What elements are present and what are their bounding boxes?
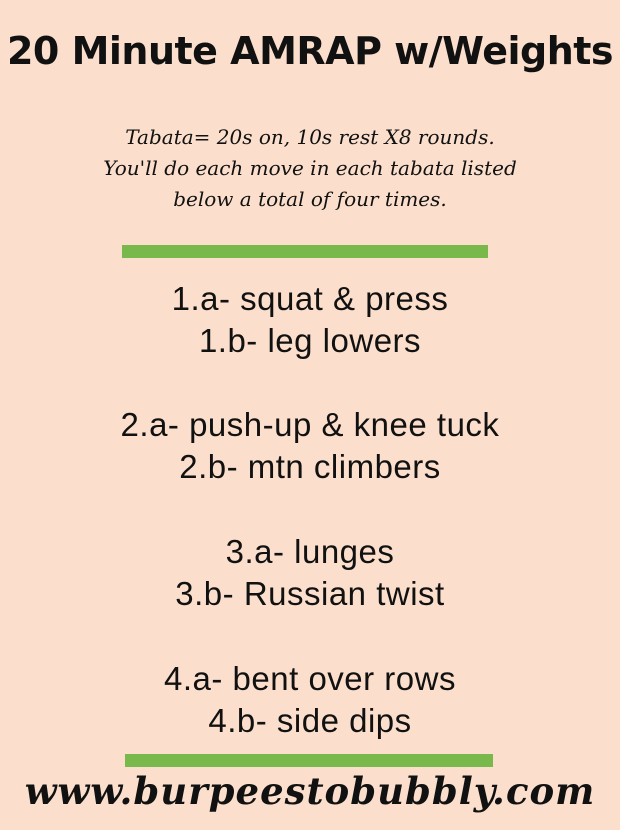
exercise-4a: 4.a- bent over rows (164, 660, 456, 697)
tabata-description-line-3: below a total of four times. (173, 187, 447, 211)
exercise-2a: 2.a- push-up & knee tuck (120, 406, 500, 443)
exercise-2b: 2.b- mtn climbers (179, 448, 441, 485)
tabata-description (40, 122, 580, 215)
exercise-3b: 3.b- Russian twist (175, 575, 445, 612)
tabata-description-line-1: Tabata= 20s on, 10s rest X8 rounds. (125, 125, 495, 149)
top-divider-bar (122, 245, 488, 258)
tabata-description-line-2: You'll do each move in each tabata listed (103, 156, 517, 180)
exercise-3a: 3.a- lunges (225, 533, 395, 570)
exercise-4b: 4.b- side dips (208, 702, 412, 739)
website-url: www.burpeestobubbly.com (24, 769, 596, 813)
exercise-1a: 1.a- squat & press (171, 280, 449, 317)
bottom-divider-bar (125, 754, 493, 767)
page-title: 20 Minute AMRAP w/Weights (6, 29, 614, 73)
exercise-1b: 1.b- leg lowers (198, 322, 422, 359)
